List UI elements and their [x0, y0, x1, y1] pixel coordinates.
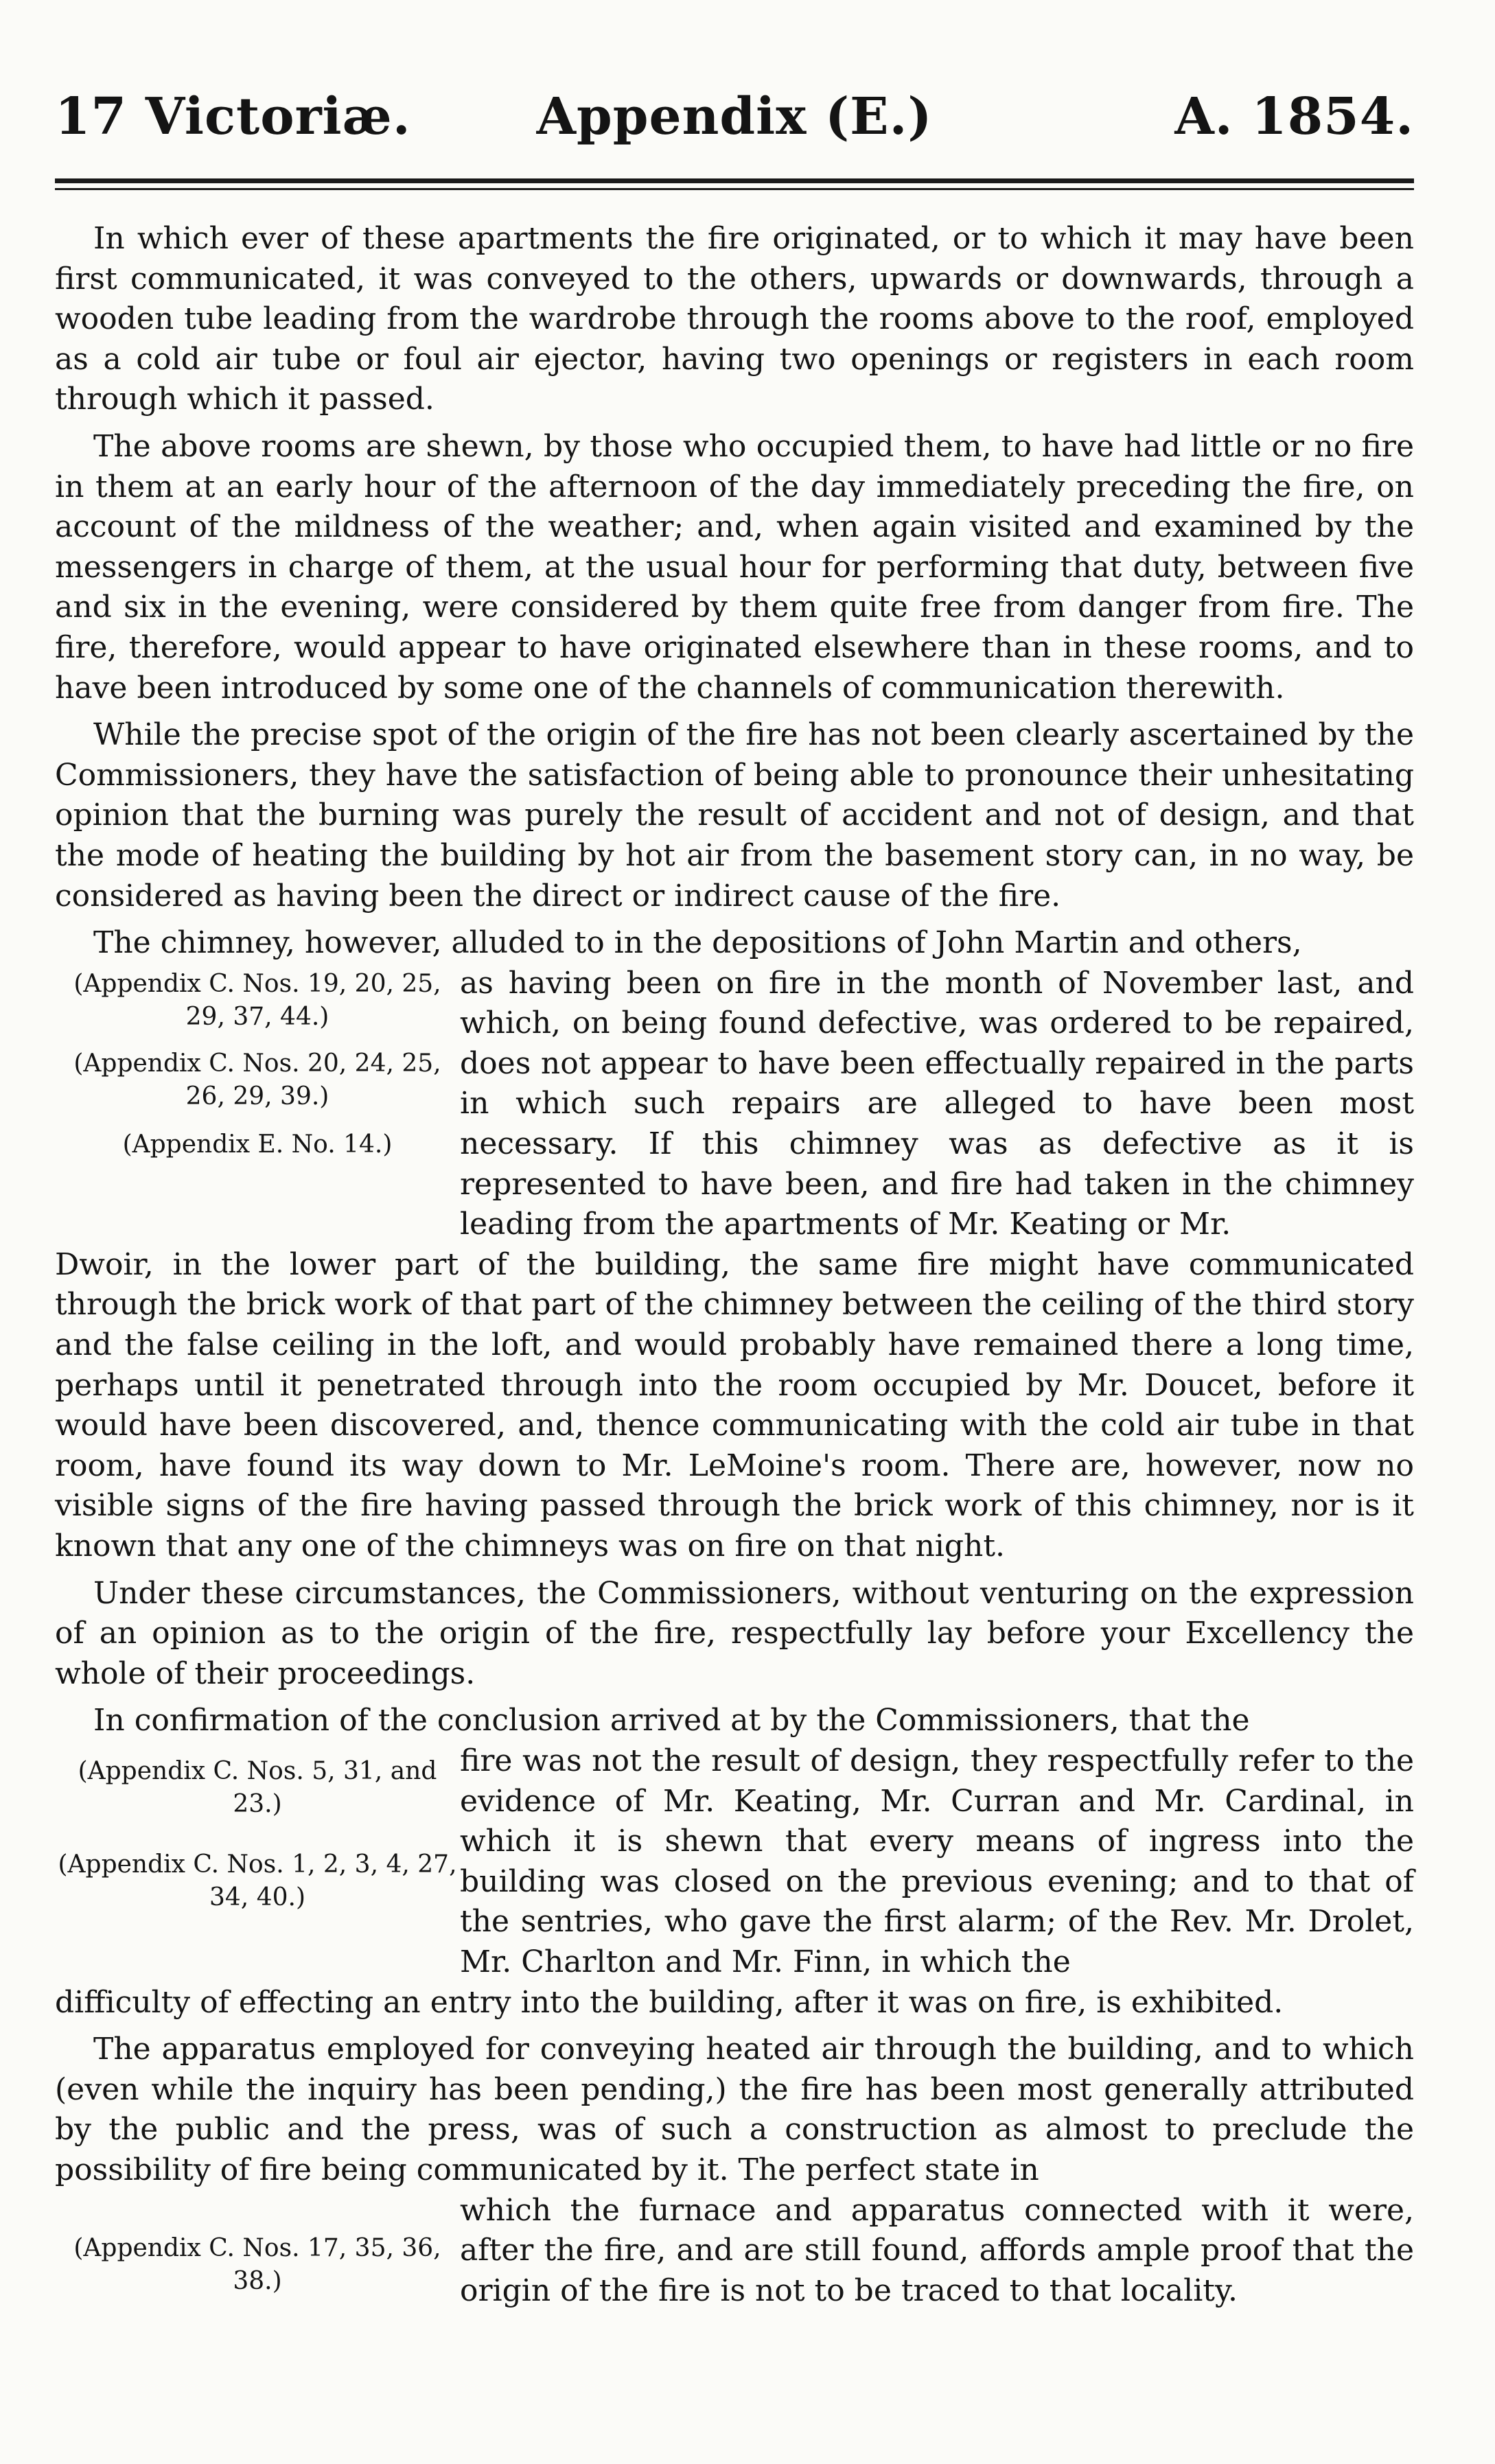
- margin-section-apparatus: [55, 2191, 1414, 2318]
- year-label: A. 1854.: [1174, 87, 1414, 146]
- margin-note: (Appendix E. No. 14.): [122, 1130, 393, 1159]
- margin-section-confirmation: [55, 1741, 1414, 1983]
- margin-note: (Appendix C. Nos. 20, 24, 25, 26, 29, 39.): [73, 1049, 441, 1111]
- paragraph-4-rest: Dwoir, in the lower part of the building, the same fire might have communicated through the brick work of that part of the chimney between the ceiling of the third story and the false ceiling in the loft, and would probably have remained there a long time, perhaps until it penetrated through into the room occupied by Mr. Doucet, before it would have been discovered, and, thence communicating with the cold air tube in that room, have found its way down to Mr. LeMoine's room. There are, however, now no visible signs of the fire having passed through the brick work of this chimney, nor is it known that any one of the chimneys was on fire on that night.: [55, 1246, 1414, 1564]
- margin-notes-chimney: [55, 964, 460, 1171]
- paragraph-2: The above rooms are shewn, by those who occupied them, to have had little or no fire in them at an early hour of the afternoon of the day immediately preceding the fire, on account of the mildness of the weather; and, when again visited and examined by the messengers in charge of them, at the usual hour for performing that duty, between five and six in the evening, were considered by them quite free from danger from fire. The fire, therefore, would appear to have originated elsewhere than in these rooms, and to have been introduced by some one of the channels of communication therewith.: [55, 428, 1414, 706]
- margin-section-chimney: [55, 964, 1414, 1245]
- paragraph-6-wrapped: fire was not the result of design, they respectfully refer to the evidence of Mr. Keating, Mr. Curran and Mr. Cardinal, in which it is shewn that every means of ingress into the building was closed on the previous evening; and to that of the sentries, who gave the first alarm; of the Rev. Mr. Drolet, Mr. Charlton and Mr. Finn, in which the: [460, 1743, 1414, 1979]
- header-rule-thick: [55, 178, 1414, 183]
- paragraph-6-rest: difficulty of effecting an entry into the building, after it was on fire, is exhibited.: [55, 1984, 1284, 2020]
- margin-notes-apparatus: [55, 2191, 460, 2308]
- margin-note: (Appendix C. Nos. 19, 20, 25, 29, 37, 44.): [73, 969, 441, 1031]
- page-header: [55, 82, 1414, 165]
- paragraph-6-lead: In confirmation of the conclusion arrived at by the Commissioners, that the: [93, 1703, 1250, 1739]
- paragraph-7-wrapped: which the furnace and apparatus connected with it were, after the fire, and are still found, affords ample proof that the origin of the fire is not to be traced to that locality.: [460, 2192, 1414, 2308]
- paragraph-7-lead: The apparatus employed for conveying heated air through the building, and to which (even while the inquiry has been pending,) the fire has been most generally attributed by the public and the press, was of such a construction as almost to preclude the possibility of fire being communicated by it. The perfect state in: [55, 2032, 1414, 2187]
- paragraph-4-wrapped: as having been on fire in the month of November last, and which, on being found defective, was ordered to be repaired, does not appear to have been effectually repaired in the parts in which such repairs are alleged to have been most necessary. If this chimney was as defective as it is represented to have been, and fire had taken in the chimney leading from the apartments of Mr. Keating or Mr.: [460, 965, 1414, 1242]
- document-page: [55, 82, 1414, 2318]
- paragraph-4-lead: The chimney, however, alluded to in the depositions of John Martin and others,: [93, 925, 1302, 961]
- margin-notes-confirmation: [55, 1741, 460, 1924]
- header-rule-thin: [55, 188, 1414, 190]
- page-title: Appendix (E.): [536, 87, 933, 146]
- paragraph-5: Under these circumstances, the Commissioners, without venturing on the expression of an opinion as to the origin of the fire, respectfully lay before your Excellency the whole of their proceedings.: [55, 1575, 1414, 1691]
- margin-note: (Appendix C. Nos. 17, 35, 36, 38.): [73, 2233, 441, 2295]
- paragraph-3: While the precise spot of the origin of the fire has not been clearly ascertained by the Commissioners, they have the satisfaction of being able to pronounce their unhesitating opinion that the burning was purely the result of accident and not of design, and that the mode of heating the building by hot air from the basement story can, in no way, be considered as having been the direct or indirect cause of the fire.: [55, 717, 1414, 914]
- paragraph-1: In which ever of these apartments the fire originated, or to which it may have been first communicated, it was conveyed to the others, upwards or downwards, through a wooden tube leading from the wardrobe through the rooms above to the roof, employed as a cold air tube or foul air ejector, having two openings or registers in each room through which it passed.: [55, 221, 1414, 417]
- margin-note: (Appendix C. Nos. 5, 31, and 23.): [78, 1756, 437, 1818]
- report-body: [55, 219, 1414, 2318]
- margin-note: (Appendix C. Nos. 1, 2, 3, 4, 27, 34, 40.): [58, 1850, 457, 1911]
- session-label: 17 Victoriæ.: [55, 87, 411, 146]
